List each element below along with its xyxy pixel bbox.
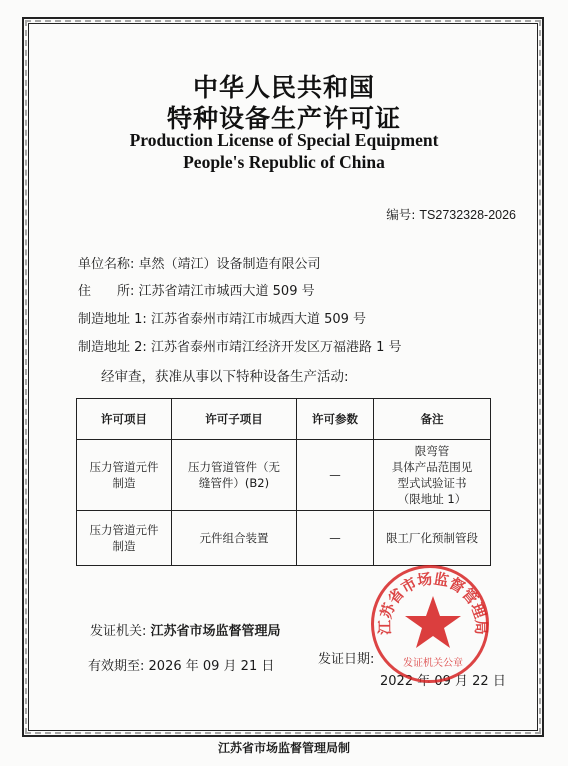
bottom-issuer: 江苏省市场监督管理局制 xyxy=(217,741,350,755)
issue-date-label: 发证日期: xyxy=(318,652,375,667)
issue-date-value: 2022 年 09 月 22 日 xyxy=(380,674,506,689)
cell-line: 制造 xyxy=(112,539,136,553)
table-cell-param: — xyxy=(297,440,374,511)
cell-line: 压力管道元件 xyxy=(89,460,159,474)
table-row xyxy=(77,440,491,511)
title-cn-line-2: 特种设备生产许可证 xyxy=(166,104,401,133)
cell-line: 限弯管 xyxy=(414,444,450,458)
seal-inner-text: 发证机关公章 xyxy=(403,658,463,669)
cell-line: 压力管道管件（无 xyxy=(188,460,280,474)
table-row xyxy=(77,511,491,566)
field-label: 制造地址 2: xyxy=(78,340,147,355)
issuing-authority-value: 江苏省市场监督管理局 xyxy=(150,624,281,639)
field-label: 单位名称: xyxy=(78,257,135,272)
field-manufacturing-address-1 xyxy=(78,308,366,327)
field-unit-name xyxy=(78,253,321,272)
cell-line: 缝管件）(B2) xyxy=(198,476,270,490)
valid-until-value: 2026 年 09 月 21 日 xyxy=(148,659,275,674)
table-cell-item xyxy=(77,511,172,566)
seal-graphic xyxy=(374,568,492,686)
cell-line: 型式试验证书 xyxy=(397,476,467,490)
cell-line: 压力管道元件 xyxy=(89,523,159,537)
valid-until-label: 有效期至: xyxy=(88,659,145,674)
cell-line: （限地址 1） xyxy=(397,492,467,506)
intro-text: 经审查，获准从事以下特种设备生产活动: xyxy=(101,369,349,385)
table-cell-subitem xyxy=(172,440,297,511)
permit-table xyxy=(76,398,491,566)
table-header: 许可项目 xyxy=(77,399,172,440)
seal-arc-text: 江苏省市场监督管理局 xyxy=(375,569,491,635)
certificate-number-value: TS2732328-2026 xyxy=(419,208,516,222)
title-cn-line-1: 中华人民共和国 xyxy=(192,73,375,102)
field-value: 江苏省靖江市城西大道 509 号 xyxy=(138,284,315,299)
table-header: 备注 xyxy=(374,399,491,440)
field-value: 江苏省泰州市靖江经济开发区万福港路 1 号 xyxy=(150,340,402,355)
field-label: 制造地址 1: xyxy=(78,312,147,327)
title-en-line-2: People's Republic of China xyxy=(183,152,385,172)
certificate-number-label: 编号: xyxy=(386,207,416,222)
field-value: 卓然（靖江）设备制造有限公司 xyxy=(138,257,321,272)
table-cell-note xyxy=(374,440,491,511)
table-cell-param: — xyxy=(297,511,374,566)
cell-line: 制造 xyxy=(112,476,136,490)
table-header: 许可参数 xyxy=(297,399,374,440)
issuing-authority xyxy=(90,620,281,639)
issuing-authority-label: 发证机关: xyxy=(90,624,147,639)
table-header: 许可子项目 xyxy=(172,399,297,440)
table-cell-note: 限工厂化预制管段 xyxy=(374,511,491,566)
field-manufacturing-address-2 xyxy=(78,336,401,355)
seal-star-icon xyxy=(405,596,461,648)
valid-until xyxy=(88,655,274,674)
certificate-number xyxy=(386,205,516,223)
table-cell-item xyxy=(77,440,172,511)
field-value: 江苏省泰州市靖江市城西大道 509 号 xyxy=(150,312,367,327)
field-domicile xyxy=(78,280,315,299)
cell-line: 具体产品范围见 xyxy=(391,460,473,474)
table-header-row xyxy=(77,399,491,440)
title-en-line-1: Production License of Special Equipment xyxy=(129,130,439,150)
official-seal xyxy=(371,565,489,683)
field-label: 住 所: xyxy=(78,284,135,299)
table-cell-subitem: 元件组合装置 xyxy=(172,511,297,566)
